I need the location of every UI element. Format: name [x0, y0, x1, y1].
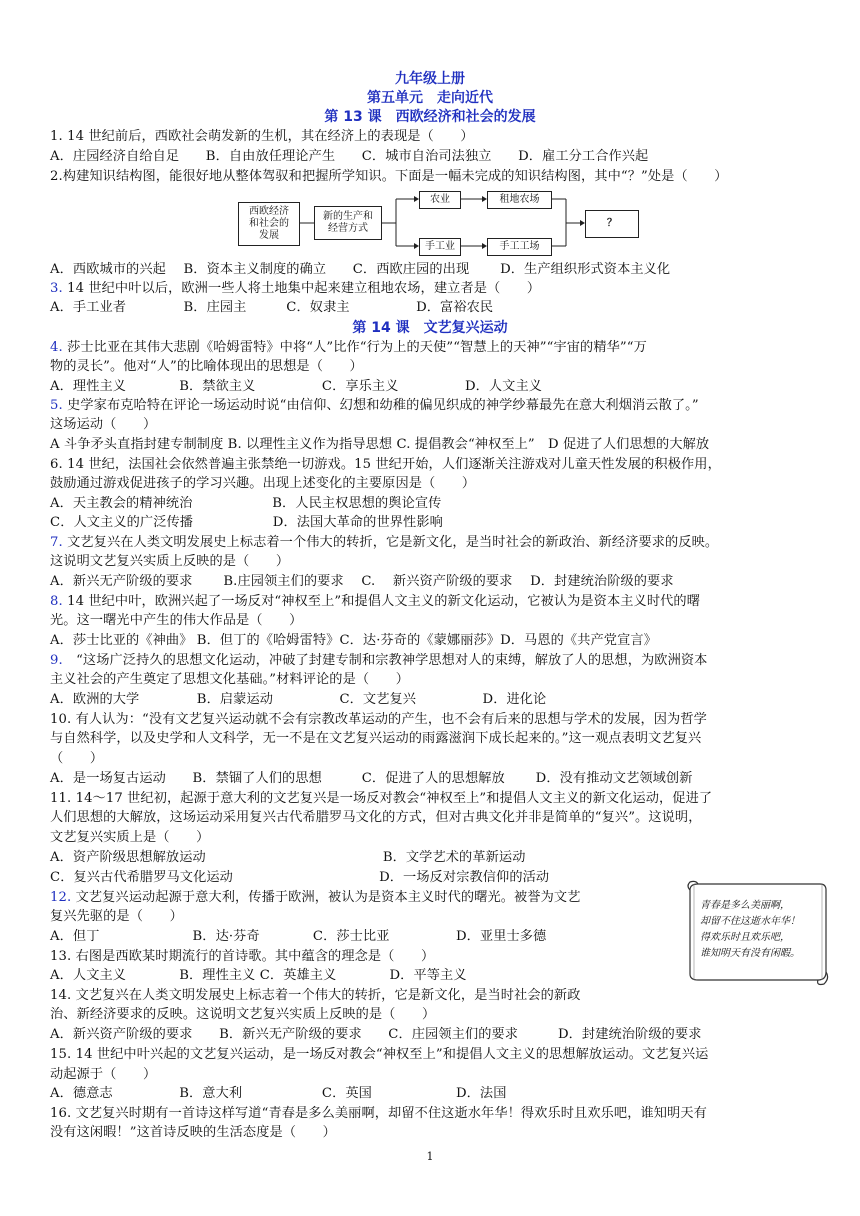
- grade-title: 九年级上册: [395, 71, 465, 87]
- q9-stem-cont: 主义社会的产生奠定了思想文化基础。”材料评论的是（ ）: [50, 672, 410, 687]
- q9-stem: 9. “这场广泛持久的思想文化运动，冲破了封建专制和宗教神学思想对人的束缚，解放了人的思想，为欧洲资本: [50, 653, 708, 668]
- q10-stem-cont: 与自然科学，以及史学和人文科学，无一不是在文艺复兴运动的雨露滋润下成长起来的。”这一观点表明文艺复兴: [50, 731, 702, 746]
- q11-options-cd: C．复兴古代希腊罗马文化运动 D．一场反对宗教信仰的活动: [50, 870, 550, 885]
- q1-options: A．庄园经济自给自足 B．自由放任理论产生 C．城市自治司法独立 D．雇工分工合作兴起: [50, 149, 649, 164]
- q10-stem: 10. 有人认为：“没有文艺复兴运动就不会有宗教改革运动的产生，也不会有后来的思想与学术的发展，因为哲学: [50, 712, 707, 727]
- diagram-box-new-production: 新的生产和 经营方式: [314, 206, 382, 240]
- q2-stem: 2.构建知识结构图，能很好地从整体驾驭和把握所学知识。下面是一幅未完成的知识结构图，其中“？”处是（ ）: [50, 169, 728, 184]
- q12-stem-cont: 复兴先驱的是（ ）: [50, 909, 183, 924]
- q6-options-ab: A．天主教会的精神统治 B．人民主权思想的舆论宣传: [50, 496, 442, 511]
- q13-stem: 13. 右图是西欧某时期流行的首诗歌。其中蕴含的理念是（ ）: [50, 949, 435, 964]
- unit-title: 第五单元 走向近代: [367, 90, 493, 106]
- q1-stem: 1. 14 世纪前后，西欧社会萌发新的生机，其在经济上的表现是（ ）: [50, 129, 474, 144]
- q12-stem: 12. 文艺复兴运动起源于意大利，传播于欧洲，被认为是资本主义时代的曙光。被誉为文艺: [50, 890, 581, 905]
- q3-stem: 3. 14 世纪中叶以后，欧洲一些人将土地集中起来建立租地农场，建立者是（ ）: [50, 281, 541, 296]
- q12-options: A．但丁 B．达·芬奇 C．莎士比亚 D．亚里士多德: [50, 929, 547, 944]
- q4-stem: 4. 莎士比亚在其伟大悲剧《哈姆雷特》中将“人”比作“行为上的天使”“智慧上的天神”“宇宙的精华”“万: [50, 340, 647, 355]
- page-number: 1: [426, 1150, 434, 1163]
- q14-stem-cont: 治、新经济要求的反映。这说明文艺复兴实质上反映的是（ ）: [50, 1007, 436, 1022]
- knowledge-structure-diagram: [236, 190, 656, 256]
- q11-stem-cont: 人们思想的大解放，这场运动采用复兴古代希腊罗马文化的方式，但对古典文化并非是简单的“复兴”。这说明，: [50, 810, 702, 825]
- q11-stem-cont2: 文艺复兴实质上是（ ）: [50, 830, 210, 845]
- q14-stem: 14. 文艺复兴在人类文明发展史上标志着一个伟大的转折，它是新文化，是当时社会的新政: [50, 988, 581, 1003]
- poem-scroll-image: [684, 880, 830, 988]
- diagram-box-west-europe: 西欧经济 和社会的 发展: [238, 202, 300, 246]
- diagram-box-agriculture: 农业: [419, 191, 461, 209]
- lesson14-title: 第 14 课 文艺复兴运动: [352, 320, 508, 336]
- q11-stem: 11. 14～17 世纪初，起源于意大利的文艺复兴是一场反对教会“神权至上”和提倡人文主义的新文化运动，促进了: [50, 791, 713, 806]
- q5-options: A 斗争矛头直指封建专制制度 B. 以理性主义作为指导思想 C. 提倡教会“神权至上” D 促进了人们思想的大解放: [50, 437, 710, 452]
- q13-options: A．人文主义 B．理性主义 C．英雄主义 D．平等主义: [50, 968, 467, 983]
- q7-stem-cont: 这说明文艺复兴实质上反映的是（ ）: [50, 554, 290, 569]
- q15-stem-cont: 动起源于（ ）: [50, 1067, 157, 1082]
- q5-stem-cont: 这场运动（ ）: [50, 417, 157, 432]
- q10-stem-cont2: （ ）: [50, 751, 104, 766]
- diagram-box-question: ？: [585, 210, 639, 238]
- q15-options: A．德意志 B．意大利 C．英国 D．法国: [50, 1086, 507, 1101]
- q3-options: A．手工业者 B．庄园主 C．奴隶主 D．富裕农民: [50, 300, 494, 315]
- q15-stem: 15. 14 世纪中叶兴起的文艺复兴运动，是一场反对教会“神权至上”和提倡人文主义的思想解放运动。文艺复兴运: [50, 1047, 709, 1062]
- q16-stem: 16. 文艺复兴时期有一首诗这样写道“青春是多么美丽啊，却留不住这逝水年华！得欢乐时且欢乐吧，谁知明天有: [50, 1106, 707, 1121]
- diagram-box-leased-farm: 租地农场: [487, 191, 552, 209]
- q14-options: A．新兴资产阶级的要求 B．新兴无产阶级的要求 C．庄园领主们的要求 D．封建统治阶级的要求: [50, 1027, 702, 1042]
- q6-options-cd: C．人文主义的广泛传播 D．法国大革命的世界性影响: [50, 515, 443, 530]
- q5-stem: 5. 史学家布克哈特在评论一场运动时说“由信仰、幻想和幼稚的偏见织成的神学纱幕最先在意大利烟消云散了。”: [50, 398, 699, 413]
- q11-options-ab: A．资产阶级思想解放运动 B．文学艺术的革新运动: [50, 850, 526, 865]
- q2-options: A．西欧城市的兴起 B．资本主义制度的确立 C．西欧庄园的出现 D．生产组织形式资本主义化: [50, 262, 671, 277]
- q8-options: A．莎士比亚的《神曲》 B．但丁的《哈姆雷特》C．达·芬奇的《蒙娜丽莎》D．马恩的《共产党宣言》: [50, 633, 657, 648]
- lesson13-title: 第 13 课 西欧经济和社会的发展: [324, 109, 536, 125]
- q6-stem-cont: 鼓励通过游戏促进孩子的学习兴趣。出现上述变化的主要原因是（ ）: [50, 476, 476, 491]
- q4-stem-cont: 物的灵长”。他对“人”的比喻体现出的思想是（ ）: [50, 359, 363, 374]
- q8-stem: 8. 14 世纪中叶，欧洲兴起了一场反对“神权至上”和提倡人文主义的新文化运动，它被认为是资本主义时代的曙: [50, 594, 700, 609]
- q7-stem: 7. 文艺复兴在人类文明发展史上标志着一个伟大的转折，它是新文化，是当时社会的新政治、新经济要求的反映。: [50, 535, 719, 550]
- q8-stem-cont: 光。这一曙光中产生的伟大作品是（ ）: [50, 613, 303, 628]
- diagram-box-handicraft: 手工业: [419, 238, 461, 256]
- q10-options: A．是一场复古运动 B．禁锢了人们的思想 C．促进了人的思想解放 D．没有推动文艺领域创新: [50, 771, 693, 786]
- q9-options: A．欧洲的大学 B．启蒙运动 C．文艺复兴 D．进化论: [50, 692, 547, 707]
- q6-stem: 6. 14 世纪，法国社会依然普遍主张禁绝一切游戏。15 世纪开始，人们逐渐关注游戏对儿童天性发展的积极作用，: [50, 457, 721, 472]
- poem-text: 青春是多么美丽啊， 却留不住这逝水年华！ 得欢乐时且欢乐吧， 谁知明天有没有闲暇。: [700, 900, 800, 959]
- q16-stem-cont: 没有这闲暇！”这首诗反映的生活态度是（ ）: [50, 1125, 336, 1140]
- q7-options: A．新兴无产阶级的要求 B.庄园领主们的要求 C. 新兴资产阶级的要求 D．封建统治阶级的要求: [50, 574, 674, 589]
- q4-options: A．理性主义 B．禁欲主义 C．享乐主义 D．人文主义: [50, 379, 543, 394]
- diagram-box-workshop: 手工工场: [487, 238, 552, 256]
